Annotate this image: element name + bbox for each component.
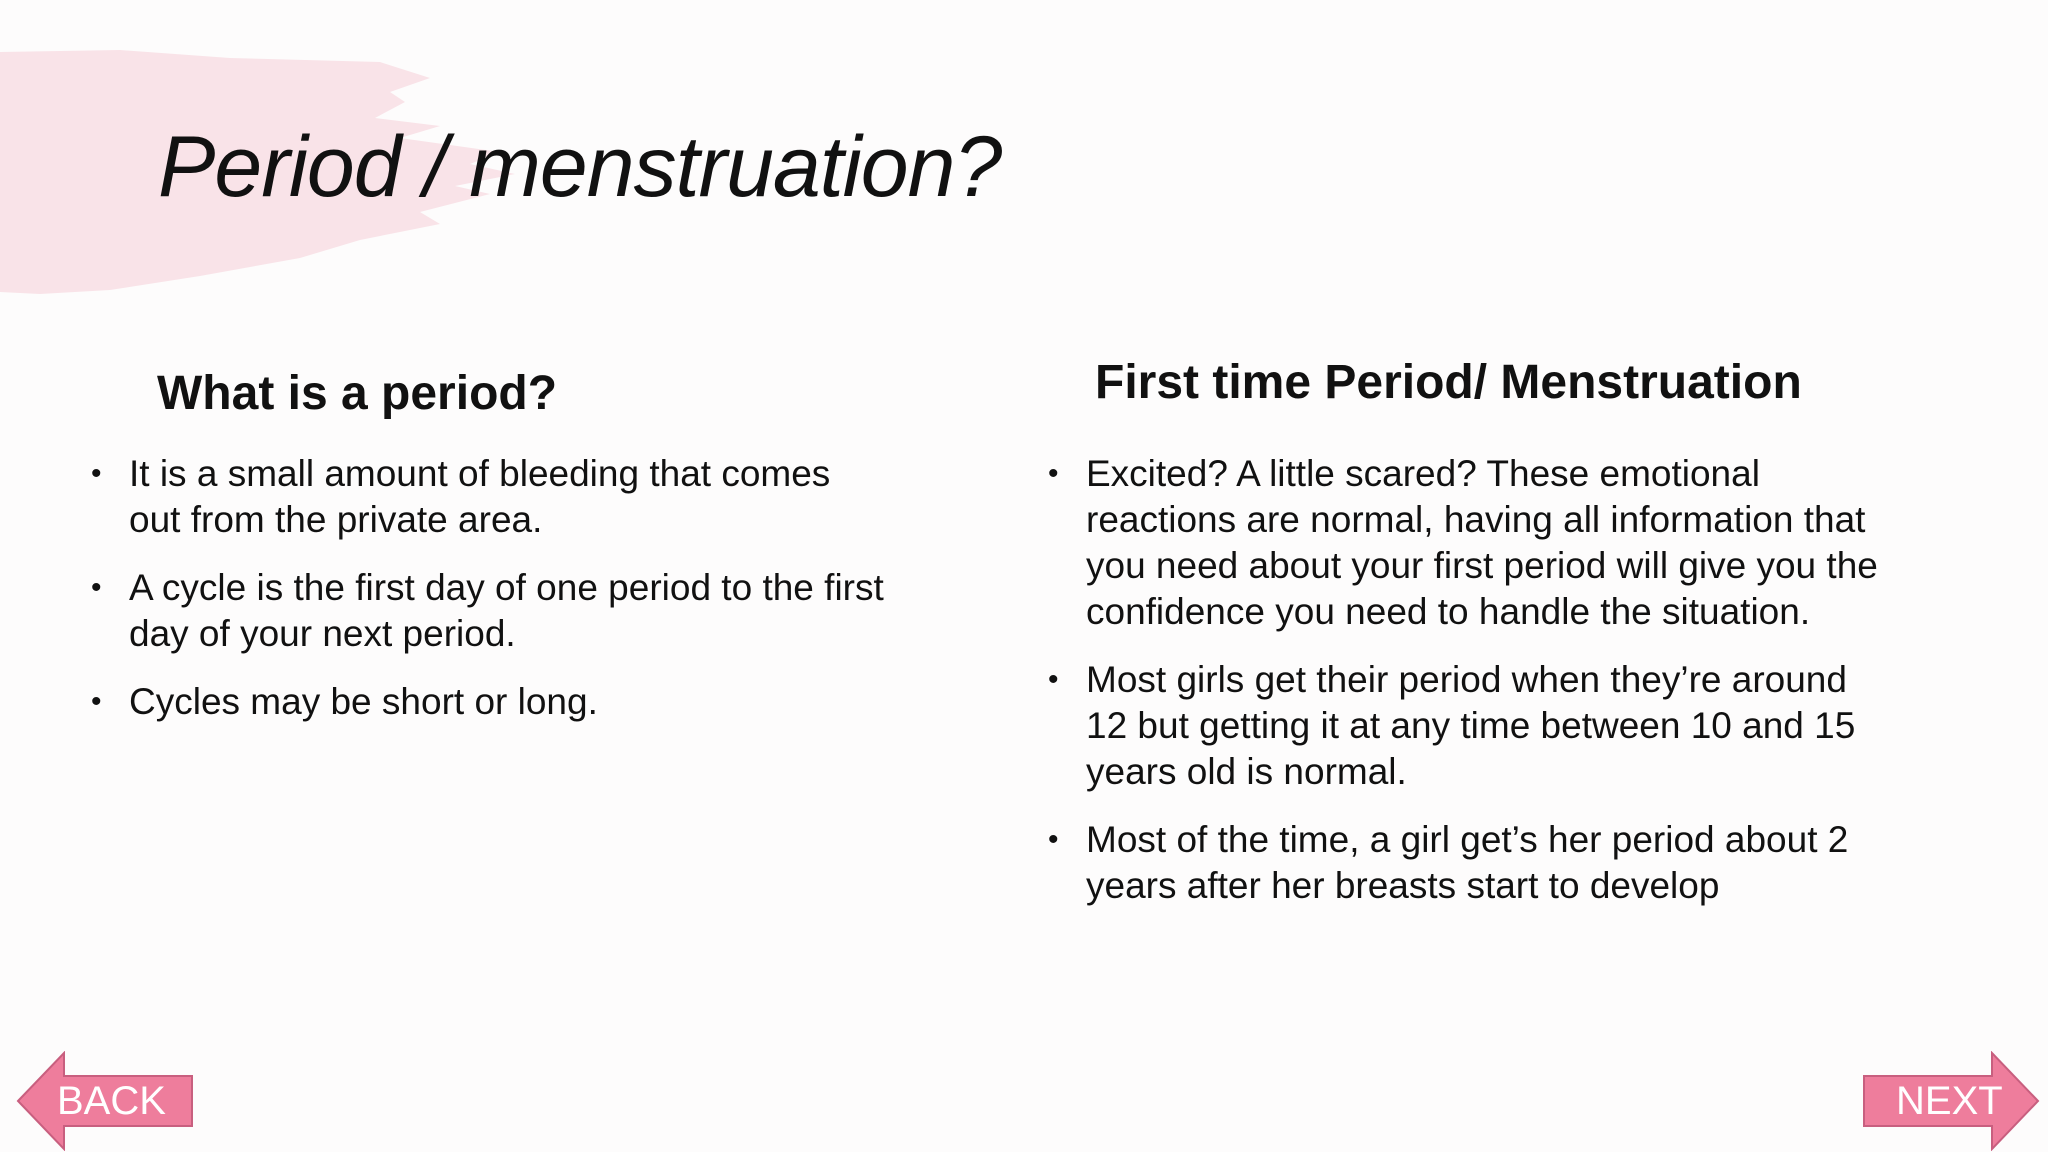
next-button-label: NEXT	[1896, 1079, 2003, 1123]
list-item: • A cycle is the first day of one period to the first day of your next period.	[91, 567, 884, 654]
list-item: • Most girls get their period when they’re around 12 but getting it at any time between 10 and 15 years old is normal.	[1048, 659, 1856, 792]
left-column-heading: What is a period?	[157, 367, 558, 420]
back-button[interactable]	[16, 1051, 194, 1151]
slide-title: Period / menstruation?	[158, 119, 1002, 215]
bullet-icon: •	[1048, 457, 1059, 490]
bullet-icon: •	[1048, 823, 1059, 856]
list-item: • It is a small amount of bleeding that comes out from the private area.	[91, 453, 831, 540]
list-item: • Excited? A little scared? These emotional reactions are normal, having all information that you need about your first period will give you the confidence you need to handle the situation.	[1048, 453, 1878, 632]
bullet-icon: •	[91, 457, 102, 490]
list-item: • Cycles may be short or long.	[91, 679, 891, 725]
bullet-icon: •	[91, 685, 102, 718]
back-button-label: BACK	[57, 1079, 166, 1123]
list-item: • Most of the time, a girl get’s her period about 2 years after her breasts start to develop	[1048, 819, 1849, 906]
next-button[interactable]	[1862, 1051, 2040, 1151]
right-bullet-list	[1048, 451, 1878, 931]
bullet-icon: •	[1048, 663, 1059, 696]
bullet-icon: •	[91, 571, 102, 604]
left-bullet-list	[91, 451, 891, 747]
right-column-heading: First time Period/ Menstruation	[1095, 356, 1802, 409]
